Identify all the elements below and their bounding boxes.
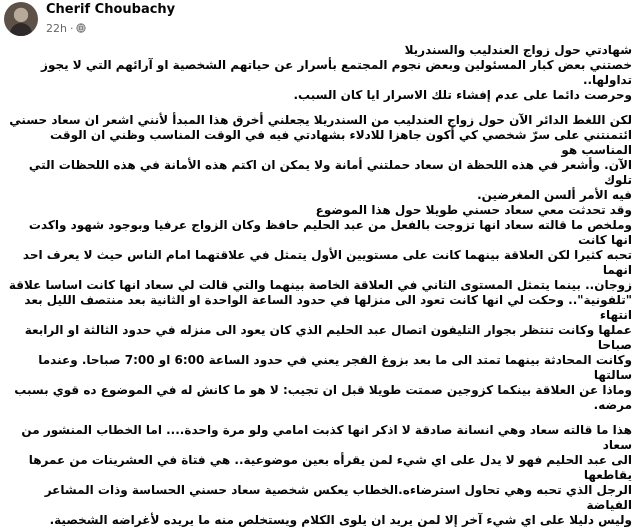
avatar[interactable]: [4, 2, 38, 36]
post-time[interactable]: 22h: [46, 21, 67, 35]
post-meta: [46, 21, 86, 35]
post-paragraph-intro: شهادتي حول زواج العندليب والسندريلا خصتني بعض كبار المسئولين وبعض نجوم المجتمع بأسرار عن حياتهم الشخصية او آرائهم التي لا يجوز تداولها.. وحرصت دائما على عدم إفشاء تلك الاسرار ايا كان السبب.: [41, 43, 632, 102]
post-header: [0, 0, 640, 42]
post-paragraph-answer: وماذا عن العلاقة بينكما كزوجين صمتت طويلا قبل ان تجيب: لا هو ما كانش له في الموضوع ده قوي بسبب مرضه.: [14, 383, 632, 412]
post-paragraph-summary: وقد تحدثت معي سعاد حسني طويلا حول هذا الموضوع وملخص ما قالته سعاد انها تزوجت بالفعل من عبد الحليم حافظ وكان الزواج عرفيا وبوجود شهود واكدت انها كانت تحبه كثيرا لكن العلاقة بينهما كانت على مستويين الأول يتمثل في علاقتهما امام الناس حيث لا يعرف احد انهما زوجان.. بينما يتمثل المستوى الثاني في العلاقة الخاصة بينهما والتي قالت لي سعاد انها كانت اساسا علاقة "تلفونية".. وحكت لي انها كانت تعود الى منزلها في حدود الساعة الواحدة او الثانية بعد منتصف الليل بعد انتهاء عملها وكانت تنتظر بجوار التليفون اتصال عبد الحليم الذي كان يعود الى منزله في حدود الثالثة او الرابعة صباحا وكانت المحادثة بينهما تمتد الى ما بعد بزوغ الفجر يعني في حدود الساعة 6:00 او 7:00 صباحا. وعندما سالتها: [8, 203, 632, 382]
globe-icon[interactable]: [76, 23, 86, 33]
post-body: [6, 43, 632, 528]
author-name[interactable]: Cherif Choubachy: [46, 2, 176, 17]
post-paragraph-reason: لكن اللغط الدائر الآن حول زواج العندليب من السندريلا يجعلني أخرق هذا المبدأ لأنني اشعر ان سعاد حسني ائتمنتني على سرّ شخصي كي أكون جاهزا للادلاء بشهادتي فيه في الوقت المناسب وظني ان الوقت المناسب هو الآن. وأشعر في هذه اللحظة ان سعاد حملتني أمانة ولا يمكن ان اكتم هذه الأمانة في هذه اللحظات التي تلوك فيه الأمر ألسن المغرضين.: [9, 113, 632, 202]
meta-separator: ·: [69, 21, 74, 35]
post-paragraph-conclusion: هذا ما قالته سعاد وهي انسانة صادقة لا اذكر انها كذبت امامي ولو مرة واحدة.... اما الخطاب المنشور من سعاد الى عبد الحليم فهو لا يدل على اي شيء لمن يقرأه بعين موضوعية.. هي فتاة في العشرينات من عمرها يقاطعها الرجل الذي تحبه وهي تحاول استرضاءه.الخطاب يعكس شخصية سعاد حسني الحساسة وذات المشاعر الفياضة وليس دليلا على اي شيء آخر إلا لمن يريد ان يلوى الكلام ويستخلص منه ما يريده لأغراضه الشخصية.: [21, 423, 632, 527]
